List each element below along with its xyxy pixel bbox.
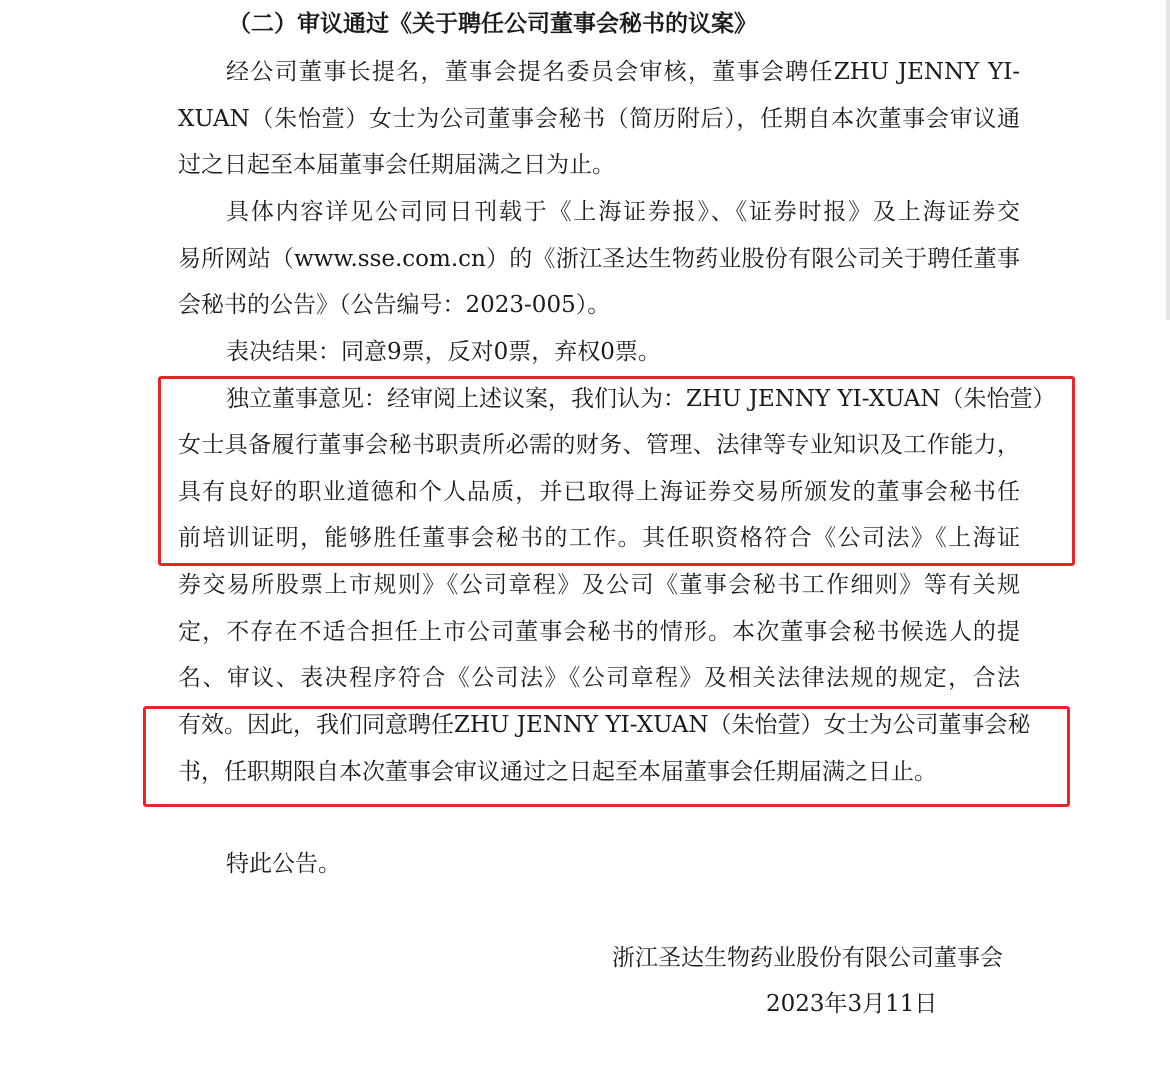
- opinion-line-8: 有效。因此，我们同意聘任ZHU JENNY YI-XUAN（朱怡萱）女士为公司董事会秘: [178, 712, 1031, 738]
- opinion-line-5: 券交易所股票上市规则》《公司章程》及公司《董事会秘书工作细则》等有关规: [178, 572, 1020, 598]
- paragraph-1-line-1: 经公司董事长提名，董事会提名委员会审核，董事会聘任ZHU JENNY YI-: [226, 59, 1020, 85]
- paragraph-2-line-2: 易所网站（www.sse.com.cn）的《浙江圣达生物药业股份有限公司关于聘任董事: [178, 246, 1020, 272]
- paragraph-2-line-3: 会秘书的公告》（公告编号：2023-005）。: [178, 292, 611, 318]
- paragraph-1-line-2: XUAN（朱怡萱）女士为公司董事会秘书（简历附后），任期自本次董事会审议通: [178, 106, 1020, 132]
- opinion-line-7: 名、审议、表决程序符合《公司法》《公司章程》及相关法律法规的规定，合法: [178, 665, 1020, 691]
- opinion-line-4: 前培训证明，能够胜任董事会秘书的工作。其任职资格符合《公司法》《上海证: [178, 525, 1020, 551]
- section-heading: （二）审议通过《关于聘任公司董事会秘书的议案》: [228, 11, 757, 37]
- opinion-line-3: 具有良好的职业道德和个人品质，并已取得上海证券交易所颁发的董事会秘书任: [178, 479, 1020, 505]
- highlight-box-upper: [158, 376, 1075, 566]
- opinion-line-6: 定，不存在不适合担任上市公司董事会秘书的情形。本次董事会秘书候选人的提: [178, 619, 1020, 645]
- highlight-box-lower: [143, 706, 1070, 807]
- vote-result: 表决结果：同意9票，反对0票，弃权0票。: [226, 339, 661, 365]
- paragraph-1-line-3: 过之日起至本届董事会任期届满之日为止。: [178, 152, 615, 178]
- signature-date: 2023年3月11日: [766, 991, 938, 1017]
- opinion-line-2: 女士具备履行董事会秘书职责所必需的财务、管理、法律等专业知识及工作能力，: [178, 432, 1020, 458]
- opinion-line-1: 独立董事意见：经审阅上述议案，我们认为：ZHU JENNY YI-XUAN（朱怡萱）: [226, 386, 1056, 412]
- signature-company: 浙江圣达生物药业股份有限公司董事会: [612, 945, 1003, 971]
- paragraph-2-line-1: 具体内容详见公司同日刊载于《上海证券报》、《证券时报》及上海证券交: [226, 199, 1020, 225]
- closing-statement: 特此公告。: [226, 851, 341, 877]
- opinion-line-9: 书，任职期限自本次董事会审议通过之日起至本届董事会任期届满之日止。: [178, 759, 937, 785]
- page-edge-divider: [1166, 0, 1170, 320]
